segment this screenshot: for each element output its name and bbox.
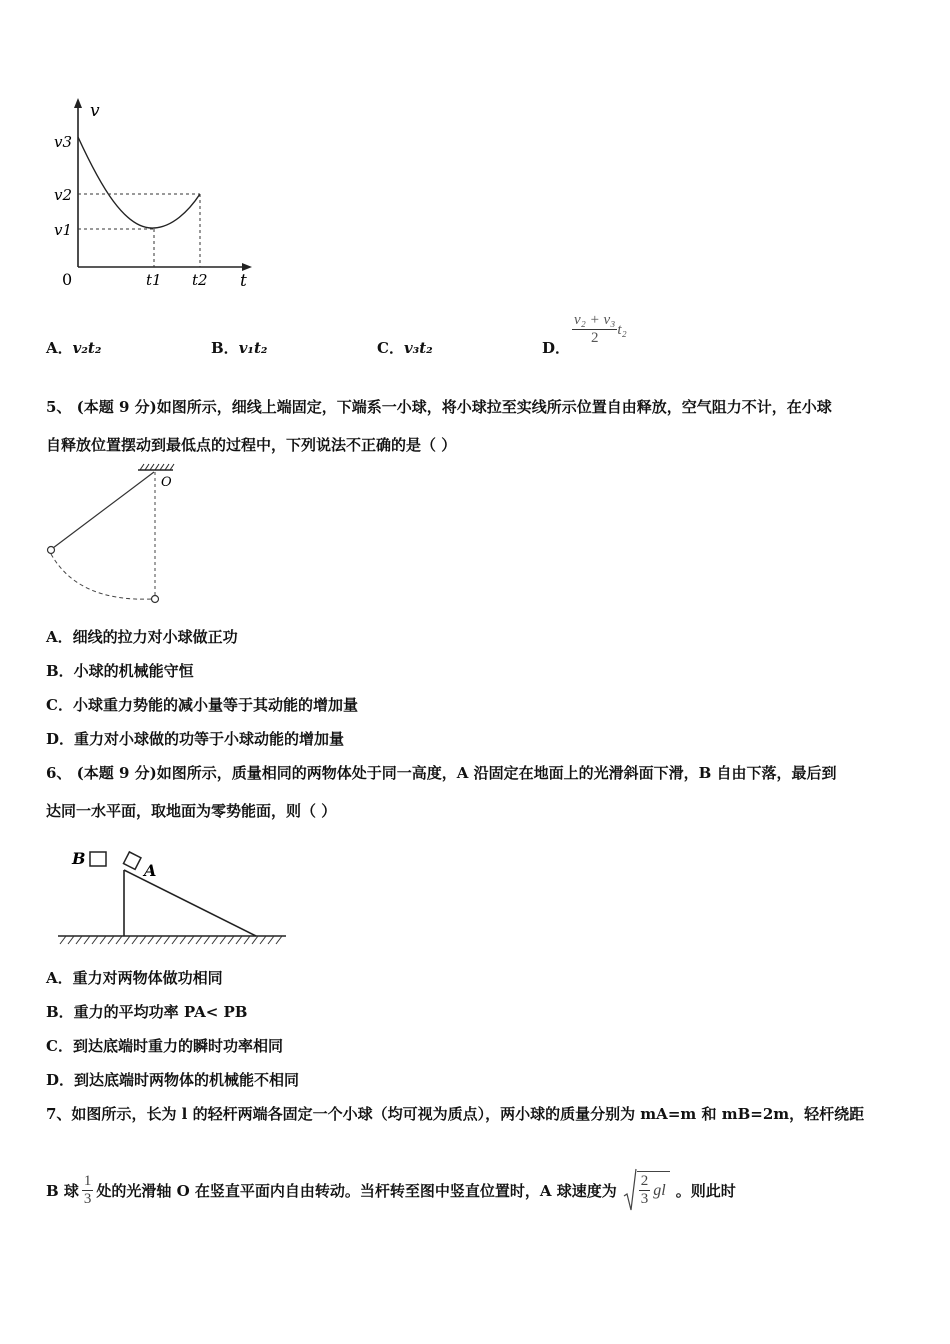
q7-end-text: 。则此时	[675, 1181, 736, 1200]
label-v2: v2	[54, 186, 73, 204]
vt-graph	[40, 90, 270, 300]
ceiling-hatch	[140, 464, 174, 470]
q6-option-d: D．到达底端时两物体的机械能不相同	[46, 1071, 300, 1089]
velocity-curve	[78, 137, 200, 228]
q7-middle-text: 处的光滑轴 O 在竖直平面内自由转动。当杆转至图中竖直位置时，A 球速度为	[96, 1181, 617, 1200]
ball-bottom	[152, 596, 159, 603]
q6-option-c: C．到达底端时重力的瞬时功率相同	[46, 1037, 283, 1055]
label-v1: v1	[54, 221, 73, 239]
label-a: A	[144, 861, 157, 880]
q7-sqrt-expression: $\frac{2}{3}$ gl	[623, 1168, 670, 1212]
q4-option-d: D．	[542, 339, 571, 357]
sqrt-sign	[623, 1168, 637, 1212]
label-v3: v3	[54, 133, 73, 151]
x-axis-arrow	[242, 263, 252, 271]
pendulum-diagram	[40, 462, 190, 612]
label-t1: t1	[146, 271, 162, 289]
q6-stem-line2: 达同一水平面，取地面为零势能面，则（ ）	[46, 802, 337, 820]
label-b: B	[72, 849, 86, 868]
q5-option-d: D．重力对小球做的功等于小球动能的增加量	[46, 730, 345, 748]
label-origin: 0	[62, 270, 73, 289]
label-t2: t2	[192, 271, 208, 289]
q5-option-b: B．小球的机械能守恒	[46, 662, 194, 680]
q7-fraction: $\frac{1}{3}$	[83, 1172, 92, 1207]
swing-arc	[51, 554, 152, 599]
q5-option-a: A．细线的拉力对小球做正功	[46, 628, 238, 646]
ball-start	[48, 547, 55, 554]
q5-option-c: C．小球重力势能的减小量等于其动能的增加量	[46, 696, 358, 714]
q6-option-a: A．重力对两物体做功相同	[46, 969, 223, 987]
q5-stem-line2: 自释放位置摆动到最低点的过程中，下列说法不正确的是（ ）	[46, 436, 457, 454]
label-t: t	[240, 271, 247, 291]
label-v: v	[90, 101, 100, 121]
q5-stem-line1: 5、 (本题 9 分)如图所示，细线上端固定，下端系一小球，将小球拉至实线所示位置自由释放，空气阻力不计，在小球	[46, 398, 832, 416]
block-b	[90, 852, 106, 866]
q4-option-a: A．v₂t₂	[46, 339, 102, 357]
string-solid	[53, 472, 154, 548]
q4-option-b: B．v₁t₂	[211, 339, 268, 357]
q7-b-ball-text: B 球	[46, 1181, 79, 1200]
incline-diagram	[50, 840, 300, 950]
q7-stem-line2	[46, 1168, 736, 1212]
y-axis-arrow	[74, 98, 82, 108]
q4-option-c: C．v₃t₂	[377, 339, 433, 357]
pivot-label: O	[161, 475, 172, 490]
q6-option-b: B．重力的平均功率 PA< PB	[46, 1003, 248, 1021]
block-a	[123, 852, 140, 869]
ground-hatch	[60, 936, 282, 944]
q6-stem-line1: 6、 (本题 9 分)如图所示，质量相同的两物体处于同一高度，A 沿固定在地面上的光滑斜面下滑，B 自由下落，最后到	[46, 764, 837, 782]
q4-option-d-formula: $\frac{\text{v₂ + v₃}}{2}$ t₂	[574, 312, 627, 346]
q7-stem-line1: 7、如图所示，长为 l 的轻杆两端各固定一个小球（均可视为质点），两小球的质量分别为 mA=m 和 mB=2m，轻杆绕距	[46, 1105, 865, 1123]
